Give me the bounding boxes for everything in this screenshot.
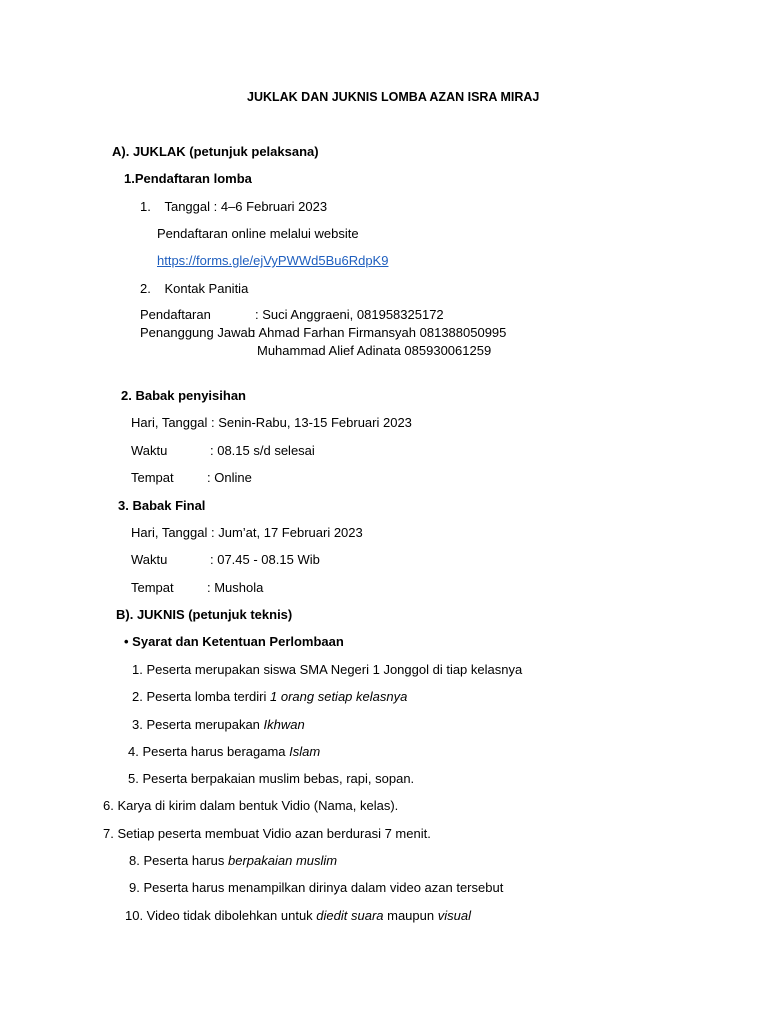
rules-bullet-heading: • Syarat dan Ketentuan Perlombaan bbox=[124, 634, 344, 649]
rule-4-emphasis: Islam bbox=[289, 744, 321, 759]
final-date-label: Hari, Tanggal bbox=[131, 525, 208, 540]
kontak-item bbox=[140, 281, 248, 297]
contact-responsible-row bbox=[140, 325, 506, 341]
penyisihan-date-label: Hari, Tanggal bbox=[131, 415, 208, 430]
kontak-number: 2. bbox=[140, 281, 151, 296]
penyisihan-heading: 2. Babak penyisihan bbox=[121, 388, 246, 403]
final-time-label: Waktu bbox=[131, 552, 168, 567]
tanggal-item bbox=[140, 199, 327, 215]
rule-10-text: 10. Video tidak dibolehkan untuk bbox=[125, 908, 317, 923]
registration-link[interactable]: https://forms.gle/ejVyPWWd5Bu6RdpK9 bbox=[157, 253, 389, 268]
final-date-row bbox=[131, 525, 363, 541]
final-heading: 3. Babak Final bbox=[118, 498, 206, 513]
penyisihan-time-value: : 08.15 s/d selesai bbox=[210, 443, 315, 458]
rule-8-text: 8. Peserta harus bbox=[129, 853, 228, 868]
contact-registration-label: Pendaftaran bbox=[140, 307, 211, 322]
rule-6: 6. Karya di kirim dalam bentuk Vidio (Nama, kelas). bbox=[103, 798, 399, 813]
rule-2-emphasis: 1 orang setiap kelasnya bbox=[270, 689, 408, 704]
penyisihan-place-value: : Online bbox=[207, 470, 252, 485]
rule-3-emphasis: Ikhwan bbox=[263, 717, 305, 732]
final-time-value: : 07.45 - 08.15 Wib bbox=[210, 552, 320, 567]
penyisihan-place-row bbox=[131, 470, 252, 486]
penyisihan-date-row bbox=[131, 415, 412, 431]
contact-responsible-label: Penanggung Jawab bbox=[140, 325, 255, 340]
document-title: JUKLAK DAN JUKNIS LOMBA AZAN ISRA MIRAJ bbox=[247, 90, 540, 104]
pendaftaran-heading: 1.Pendaftaran lomba bbox=[124, 171, 252, 186]
rule-10-text-2: maupun bbox=[383, 908, 438, 923]
rule-9: 9. Peserta harus menampilkan dirinya dalam video azan tersebut bbox=[129, 880, 504, 895]
rule-10 bbox=[125, 908, 471, 924]
contact-responsible-value-2: Muhammad Alief Adinata 085930061259 bbox=[257, 343, 492, 358]
penyisihan-date-value: : Senin-Rabu, 13-15 Februari 2023 bbox=[211, 415, 412, 430]
tanggal-number: 1. bbox=[140, 199, 151, 214]
kontak-text: Kontak Panitia bbox=[164, 281, 249, 296]
rule-8 bbox=[129, 853, 337, 869]
final-date-value: : Jum’at, 17 Februari 2023 bbox=[211, 525, 363, 540]
rule-4 bbox=[128, 744, 320, 760]
tanggal-text: Tanggal : 4–6 Februari 2023 bbox=[164, 199, 328, 214]
juknis-heading: B). JUKNIS (petunjuk teknis) bbox=[116, 607, 293, 622]
rule-10-emphasis-2: visual bbox=[437, 908, 471, 923]
contact-registration-value: : Suci Anggraeni, 081958325172 bbox=[255, 307, 444, 322]
rule-1: 1. Peserta merupakan siswa SMA Negeri 1 Jonggol di tiap kelasnya bbox=[132, 662, 523, 677]
rule-5: 5. Peserta berpakaian muslim bebas, rapi, sopan. bbox=[128, 771, 415, 786]
penyisihan-place-label: Tempat bbox=[131, 470, 174, 485]
rule-7: 7. Setiap peserta membuat Vidio azan berdurasi 7 menit. bbox=[103, 826, 431, 841]
juklak-heading: A). JUKLAK (petunjuk pelaksana) bbox=[112, 144, 319, 159]
final-place-row bbox=[131, 580, 263, 596]
final-time-row bbox=[131, 552, 320, 568]
rule-3-text: 3. Peserta merupakan bbox=[132, 717, 264, 732]
online-registration-text: Pendaftaran online melalui website bbox=[157, 226, 359, 241]
rule-3 bbox=[132, 717, 305, 733]
rule-2-text: 2. Peserta lomba terdiri bbox=[132, 689, 271, 704]
final-place-value: : Mushola bbox=[207, 580, 264, 595]
final-place-label: Tempat bbox=[131, 580, 174, 595]
rule-10-emphasis-1: diedit suara bbox=[316, 908, 384, 923]
rule-2 bbox=[132, 689, 407, 705]
contact-responsible-value: : Ahmad Farhan Firmansyah 081388050995 bbox=[252, 325, 507, 340]
penyisihan-time-row bbox=[131, 443, 315, 459]
penyisihan-time-label: Waktu bbox=[131, 443, 168, 458]
rule-4-text: 4. Peserta harus beragama bbox=[128, 744, 290, 759]
rule-8-emphasis: berpakaian muslim bbox=[228, 853, 338, 868]
contact-registration-row bbox=[140, 307, 444, 323]
